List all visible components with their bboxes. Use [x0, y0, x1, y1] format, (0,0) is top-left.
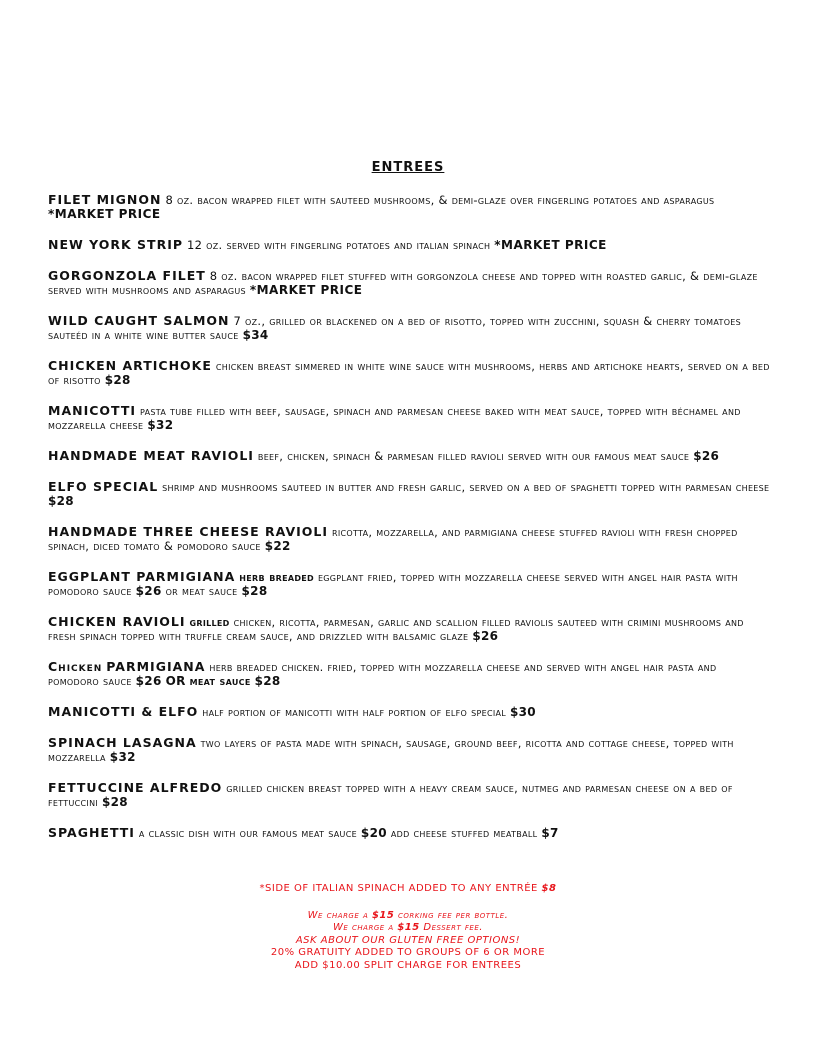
note-spinach-price: $8: [541, 883, 557, 894]
item-desc: 8 oz. bacon wrapped filet with sauteed mushrooms, & demi-glaze over fingerling potatoes and asparagus: [165, 193, 715, 207]
item-option-or: OR: [165, 674, 186, 688]
item-desc: 8 oz. bacon wrapped filet stuffed with gorgonzola cheese and topped with roasted garlic, & demi-glaze served with mushrooms and asparagus: [48, 269, 758, 297]
note-cork-b: corking fee per bottle.: [398, 909, 509, 921]
item-desc: ricotta, mozzarella, and parmigiana cheese stuffed ravioli with fresh chopped spinach, diced tomato & pomodoro sauce: [48, 525, 738, 553]
item-desc: 12 oz. served with fingerling potatoes and italian spinach: [186, 238, 491, 252]
menu-item-spaghetti: [48, 826, 770, 840]
item-name: MANICOTTI & ELFO: [48, 704, 199, 719]
item-option: add cheese stuffed meatball: [390, 826, 538, 840]
item-name: HANDMADE THREE CHEESE RAVIOLI: [48, 524, 329, 539]
item-desc: herb breaded chicken. fried, topped with mozzarella cheese and served with angel hair pasta and pomodoro sauce: [48, 660, 717, 688]
menu-item-eggplant-parmigiana: [48, 570, 770, 598]
note-gluten-free: ASK ABOUT OUR GLUTEN FREE OPTIONS!: [295, 934, 521, 946]
item-name: FETTUCCINE ALFREDO: [48, 780, 223, 795]
note-split-charge: ADD $10.00 SPLIT CHARGE FOR ENTREES: [294, 959, 522, 971]
item-name-b: PARMIGIANA: [106, 659, 206, 674]
menu-item-manicotti-elfo: [48, 705, 770, 719]
item-option: meat sauce: [189, 674, 251, 688]
item-price: $26: [135, 584, 162, 598]
item-name: CHICKEN RAVIOLI: [48, 614, 186, 629]
menu-item-chicken-artichoke: [48, 359, 770, 387]
item-price: $32: [109, 750, 136, 764]
page-title: ENTREES: [371, 160, 445, 175]
menu-item-spinach-lasagna: [48, 736, 770, 764]
note-cork-a: We charge a: [307, 909, 369, 921]
item-price: $26: [135, 674, 162, 688]
item-price: *MARKET PRICE: [494, 238, 607, 252]
menu-item-chicken-parmigiana: [48, 660, 770, 688]
item-desc: chicken, ricotta, parmesan, garlic and scallion filled raviolis sauteed with crimini mushrooms and fresh spinach topped with truffle cream sauce, and drizzled with balsamic glaze: [48, 615, 744, 643]
item-name: SPAGHETTI: [48, 825, 135, 840]
entree-list: [48, 193, 770, 857]
menu-item-fettuccine-alfredo: [48, 781, 770, 809]
note-dessert-fee: [0, 922, 816, 935]
note-dessert-a: We charge a: [333, 922, 394, 934]
item-desc: eggplant fried, topped with mozzarella cheese served with angel hair pasta with pomodoro sauce: [48, 570, 738, 598]
note-spinach-text: *SIDE OF ITALIAN SPINACH ADDED TO ANY ENTRÉE: [259, 883, 538, 894]
note-spinach-side: [0, 883, 816, 896]
item-price: *MARKET PRICE: [48, 207, 161, 221]
item-desc: chicken breast simmered in white wine sauce with mushrooms, herbs and artichoke hearts, served on a bed of risotto: [48, 359, 770, 387]
item-price-alt: $28: [241, 584, 268, 598]
item-name: EGGPLANT PARMIGIANA: [48, 569, 236, 584]
menu-item-filet-mignon: [48, 193, 770, 221]
item-name: SPINACH LASAGNA: [48, 735, 197, 750]
item-lead: grilled: [189, 615, 230, 629]
item-price: $30: [509, 705, 536, 719]
item-lead: herb breaded: [239, 570, 314, 584]
item-price: $28: [48, 494, 74, 508]
item-price: $28: [104, 373, 131, 387]
item-desc: grilled chicken breast topped with a heavy cream sauce, nutmeg and parmesan cheese on a bed of fettuccini: [48, 781, 733, 809]
item-name: MANICOTTI: [48, 403, 137, 418]
item-desc: pasta tube filled with beef, sausage, spinach and parmesan cheese baked with meat sauce, topped with béchamel and mozzarella cheese: [48, 404, 741, 432]
menu-item-three-cheese-ravioli: [48, 525, 770, 553]
item-price-alt: $28: [254, 674, 281, 688]
item-option: or meat sauce: [165, 584, 238, 598]
item-price: *MARKET PRICE: [249, 283, 363, 297]
item-price-alt: $7: [541, 826, 559, 840]
menu-item-elfo-special: [48, 480, 770, 508]
item-name-a: Chicken: [48, 659, 103, 674]
item-desc: a classic dish with our famous meat sauce: [138, 826, 357, 840]
note-corking-fee: [0, 910, 816, 923]
item-name: HANDMADE MEAT RAVIOLI: [48, 448, 254, 463]
item-price: $26: [693, 449, 720, 463]
item-name: NEW YORK STRIP: [48, 237, 184, 252]
menu-item-handmade-meat-ravioli: [48, 449, 770, 463]
menu-item-manicotti: [48, 404, 770, 432]
item-price: $22: [264, 539, 291, 553]
menu-item-gorgonzola-filet: [48, 269, 770, 297]
item-desc: shrimp and mushrooms sauteed in butter and fresh garlic, served on a bed of spaghetti topped with parmesan cheese: [162, 480, 770, 494]
note-cork-price: $15: [371, 909, 395, 921]
note-dessert-price: $15: [397, 922, 420, 934]
item-desc: beef, chicken, spinach & parmesan filled ravioli served with our famous meat sauce: [257, 449, 690, 463]
item-name: FILET MIGNON: [48, 192, 162, 207]
item-desc: two layers of pasta made with spinach, sausage, ground beef, ricotta and cottage cheese, topped with mozzarella: [48, 736, 734, 764]
item-price: $20: [360, 826, 387, 840]
item-name: GORGONZOLA FILET: [48, 268, 206, 283]
item-price: $26: [472, 629, 499, 643]
item-desc: 7 oz., grilled or blackened on a bed of risotto, topped with zucchini, squash & cherry tomatoes sauteéd in a white wine butter sauce: [48, 314, 742, 342]
menu-item-wild-caught-salmon: [48, 314, 770, 342]
item-name: WILD CAUGHT SALMON: [48, 313, 230, 328]
menu-notes: [0, 883, 816, 973]
menu-item-new-york-strip: [48, 238, 770, 252]
item-price: $28: [102, 795, 128, 809]
item-price: $32: [147, 418, 174, 432]
item-name: CHICKEN ARTICHOKE: [48, 358, 212, 373]
item-desc: half portion of manicotti with half portion of elfo special: [202, 705, 507, 719]
note-gratuity: 20% GRATUITY ADDED TO GROUPS OF 6 OR MORE: [270, 947, 546, 959]
menu-item-chicken-ravioli: [48, 615, 770, 643]
note-dessert-b: Dessert fee.: [423, 922, 483, 934]
item-name: ELFO SPECIAL: [48, 479, 159, 494]
item-price: $34: [242, 328, 269, 342]
